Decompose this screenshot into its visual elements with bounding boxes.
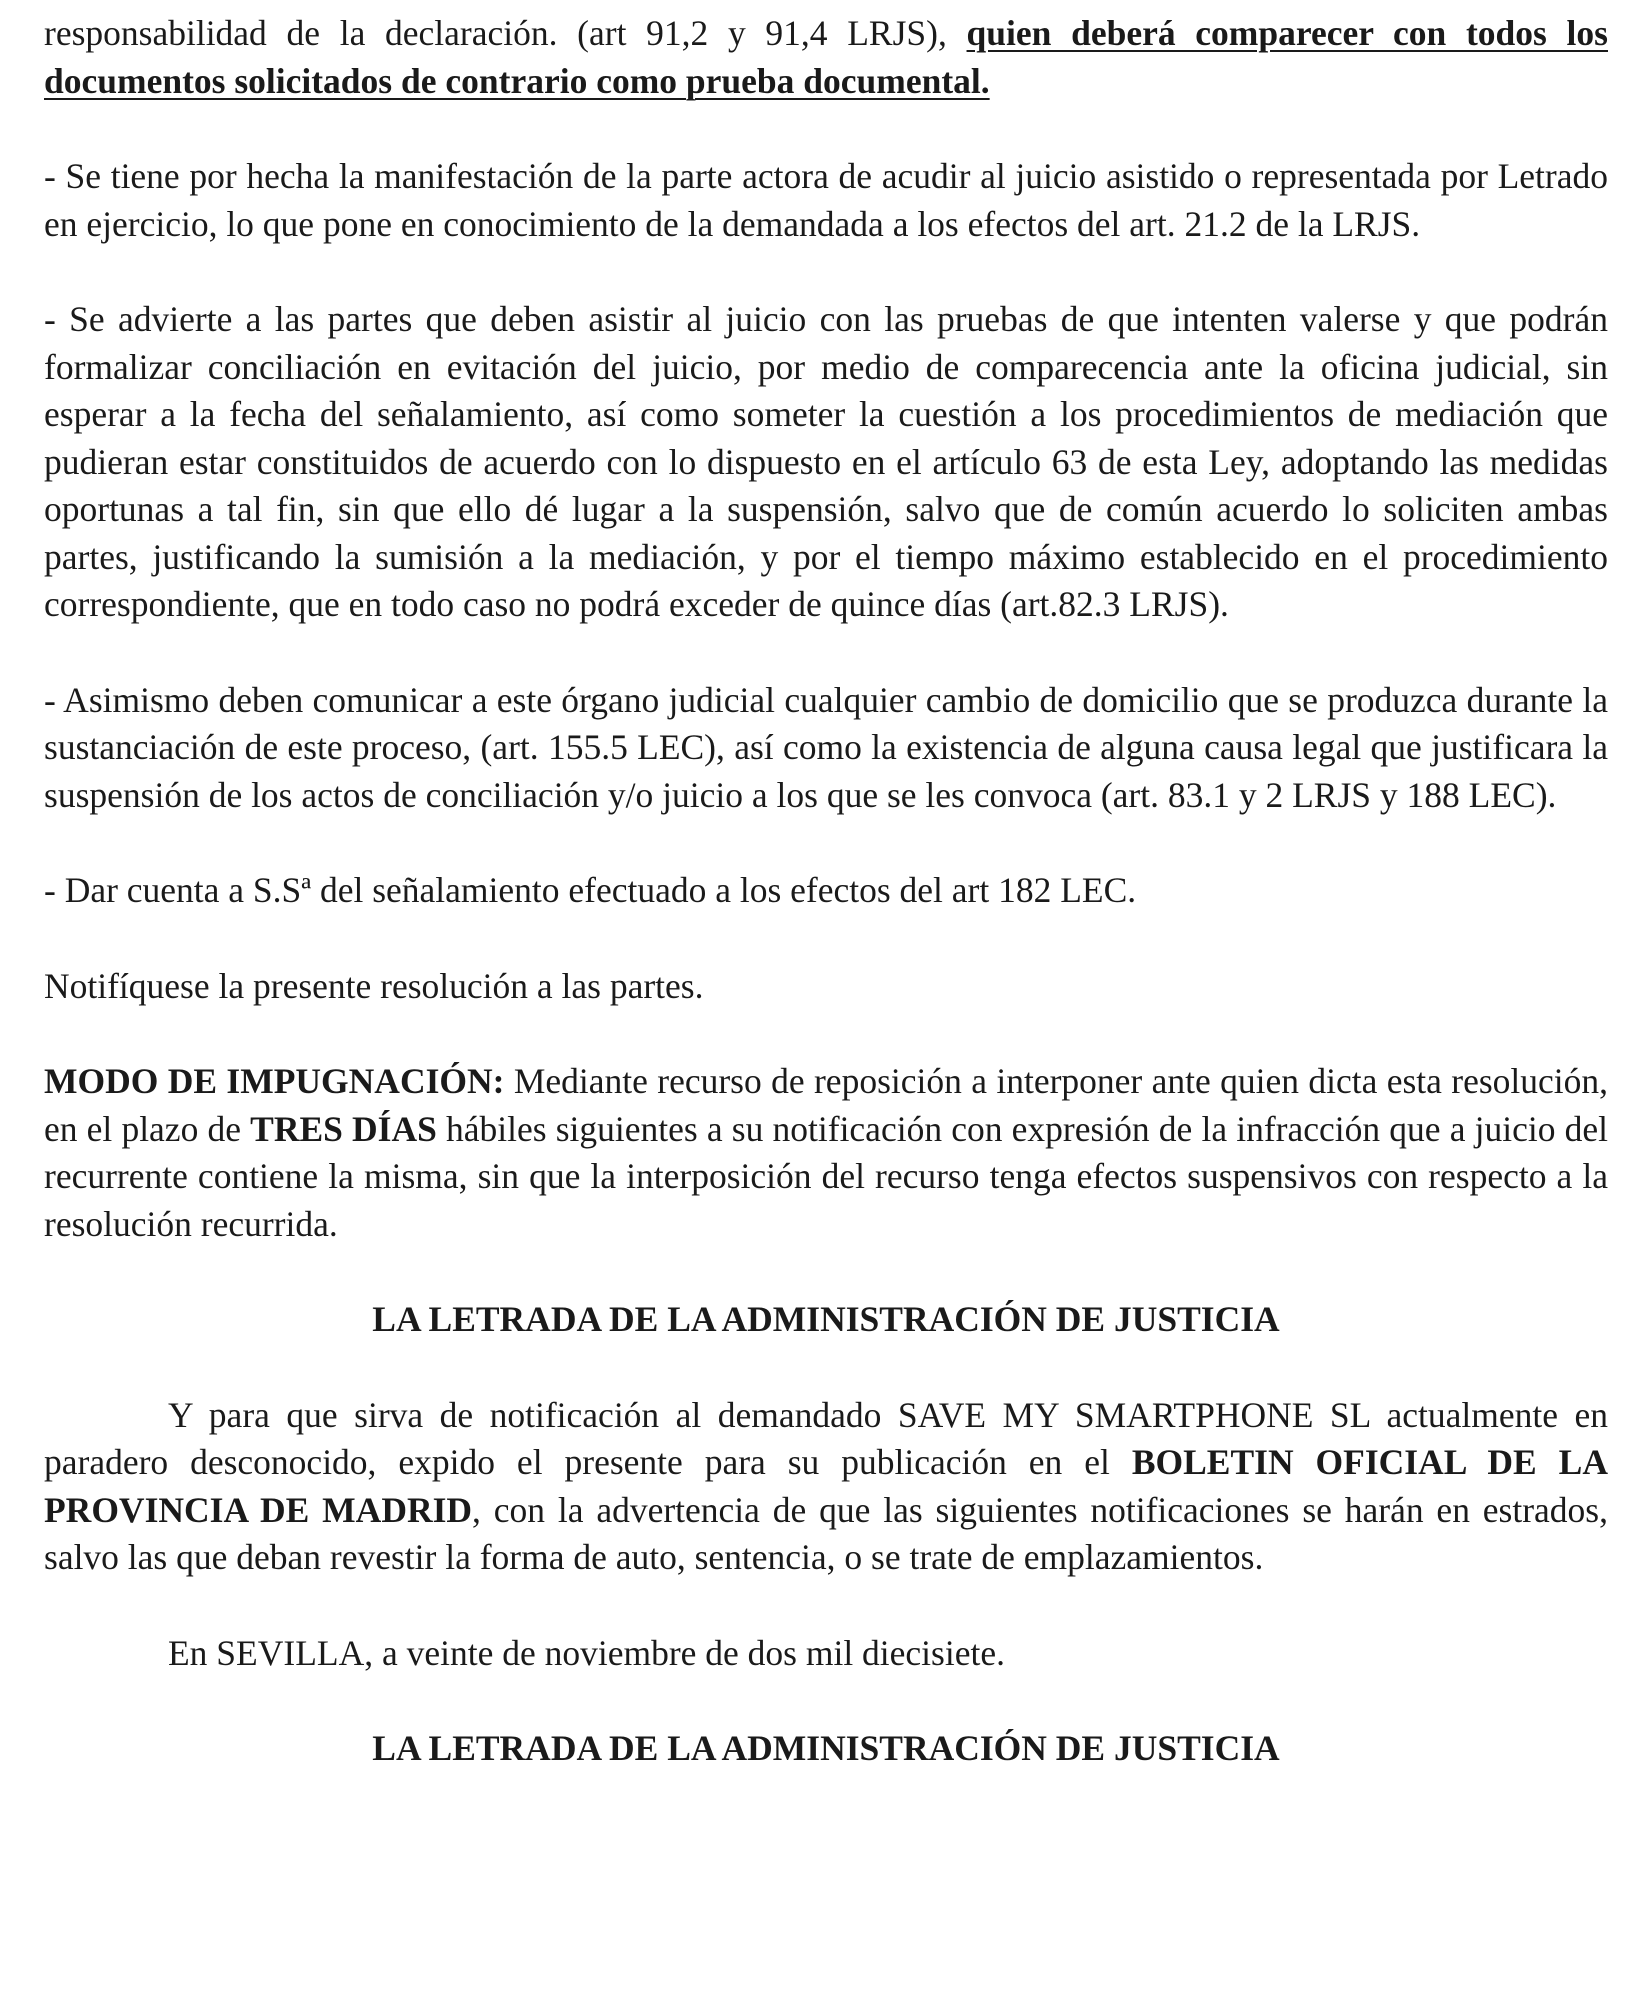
paragraph-advierte: - Se advierte a las partes que deben asistir al juicio con las pruebas de que intenten valerse y que podrán formalizar conciliación en evitación del juicio, por medio de comparecencia ante la oficina judicial, sin esperar a la fecha del señalamiento, así como someter la cuestión a los procedimientos de mediación que pudieran estar constituidos de acuerdo con lo dispuesto en el artículo 63 de esta Ley, adoptando las medidas oportunas a tal fin, sin que ello dé lugar a la suspensión, salvo que de común acuerdo lo soliciten ambas partes, justificando la sumisión a la mediación, y por el tiempo máximo establecido en el procedimiento correspondiente, que en todo caso no podrá exceder de quince días (art.82.3 LRJS). — [44, 299, 1608, 624]
signature-heading-2: LA LETRADA DE LA ADMINISTRACIÓN DE JUSTICIA — [372, 1728, 1280, 1768]
paragraph-impugnacion — [44, 1058, 1608, 1248]
paragraph-dar-cuenta: - Dar cuenta a S.Sª del señalamiento efectuado a los efectos del art 182 LEC. — [44, 870, 1137, 910]
document-page — [44, 0, 1608, 1773]
impugnacion-label: MODO DE IMPUGNACIÓN: — [44, 1061, 505, 1101]
intro-text: responsabilidad de la declaración. (art 91,2 y 91,4 LRJS), — [44, 13, 967, 53]
signature-heading-1: LA LETRADA DE LA ADMINISTRACIÓN DE JUSTICIA — [372, 1299, 1280, 1339]
intro-underlined-text: quien deberá comparecer con todos los documentos solicitados de contrario como prueba documental. — [44, 13, 1608, 101]
paragraph-notificacion — [44, 1392, 1608, 1582]
impugnacion-text-a: Mediante recurso de reposición a interponer ante quien dicta esta resolución, en el plazo de — [44, 1061, 1608, 1149]
notificacion-text-b: , con la advertencia de que las siguientes notificaciones se harán en estrados, salvo las que deban revestir la forma de auto, sentencia, o se trate de emplazamientos. — [44, 1489, 1608, 1577]
notificacion-bold-term: BOLETIN OFICIAL DE LA PROVINCIA DE MADRID — [44, 1442, 1608, 1530]
paragraph-letrado: - Se tiene por hecha la manifestación de la parte actora de acudir al juicio asistido o representada por Letrado en ejercicio, lo que pone en conocimiento de la demandada a los efectos del art. 21.2 de la LRJS. — [44, 156, 1608, 244]
paragraph-fecha: En SEVILLA, a veinte de noviembre de dos mil diecisiete. — [168, 1632, 1005, 1673]
paragraph-asimismo: - Asimismo deben comunicar a este órgano judicial cualquier cambio de domicilio que se produzca durante la sustanciación de este proceso, (art. 155.5 LEC), así como la existencia de alguna causa legal que justificara la suspensión de los actos de conciliación y/o juicio a los que se les convoca (art. 83.1 y 2 LRJS y 188 LEC). — [44, 679, 1608, 815]
paragraph-intro — [44, 10, 1608, 105]
paragraph-notifiquese: Notifíquese la presente resolución a las partes. — [44, 965, 704, 1006]
impugnacion-text-b: hábiles siguientes a su notificación con expresión de la infracción que a juicio del recurrente contiene la misma, sin que la interposición del recurso tenga efectos suspensivos con respecto a la resolución recurrida. — [44, 1108, 1608, 1244]
notificacion-text-a: Y para que sirva de notificación al demandado SAVE MY SMARTPHONE SL actualmente en paradero desconocido, expido el presente para su publicación en el — [44, 1394, 1608, 1482]
impugnacion-bold-term: TRES DÍAS — [250, 1108, 437, 1149]
